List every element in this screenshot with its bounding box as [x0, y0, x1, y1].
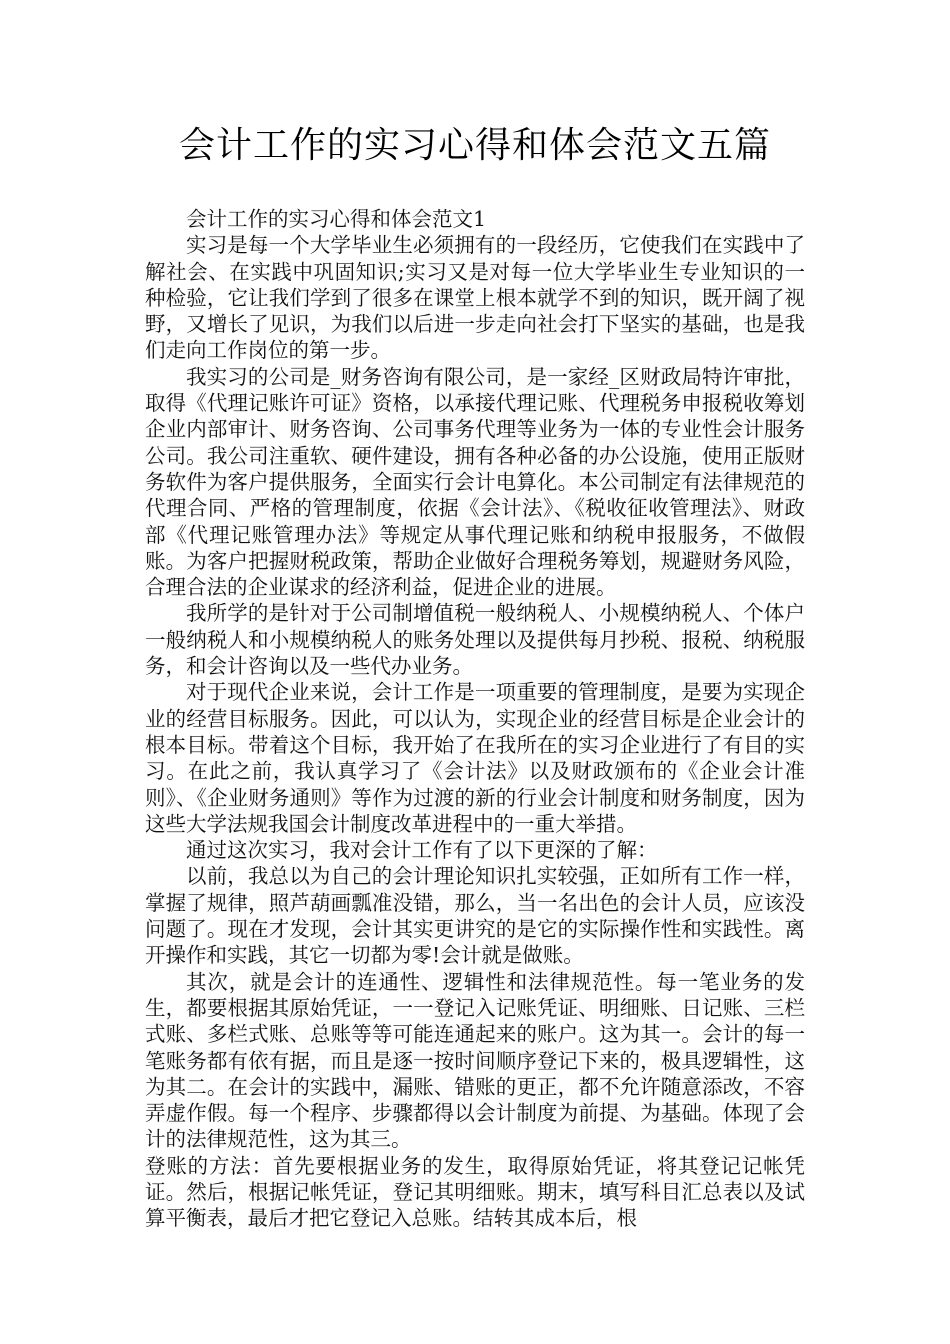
paragraph: 我实习的公司是_财务咨询有限公司，是一家经_区财政局特许审批，取得《代理记账许可证》资格，以承接代理记账、代理税务申报税收筹划企业内部审计、财务咨询、公司事务代理等业务为一体的专业性会计服务公司。我公司注重软、硬件建设，拥有各种必备的办公设施，使用正版财务软件为客户提供服务，全面实行会计电算化。本公司制定有法律规范的代理合同、严格的管理制度，依据《会计法》、《税收征收管理法》、财政部《代理记账管理办法》等规定从事代理记账和纳税申报服务，不做假账。为客户把握财税政策，帮助企业做好合理税务筹划，规避财务风险，合理合法的企业谋求的经济利益，促进企业的进展。	[145, 364, 805, 600]
section-heading: 会计工作的实习心得和体会范文1	[186, 207, 487, 231]
document-title: 会计工作的实习心得和体会范文五篇	[178, 125, 771, 166]
paragraph: 对于现代企业来说，会计工作是一项重要的管理制度，是要为实现企业的经营目标服务。因此，可以认为，实现企业的经营目标是企业会计的根本目标。带着这个目标，我开始了在我所在的实习企业进行了有目的实习。在此之前，我认真学习了《会计法》以及财政颁布的《企业会计准则》、《企业财务通则》等作为过渡的新的行业会计制度和财务制度，因为这些大学法规我国会计制度改革进程中的一重大举措。	[145, 680, 805, 836]
paragraph: 实习是每一个大学毕业生必须拥有的一段经历，它使我们在实践中了解社会、在实践中巩固知识;实习又是对每一位大学毕业生专业知识的一种检验，它让我们学到了很多在课堂上根本就学不到的知识，既开阔了视野，又增长了见识，为我们以后进一步走向社会打下坚实的基础，也是我们走向工作岗位的第一步。	[145, 233, 805, 363]
paragraph: 其次，就是会计的连通性、逻辑性和法律规范性。每一笔业务的发生，都要根据其原始凭证，一一登记入记账凭证、明细账、日记账、三栏式账、多栏式账、总账等等可能连通起来的账户。这为其一。会计的每一笔账务都有依有据，而且是逐一按时间顺序登记下来的，极具逻辑性，这为其二。在会计的实践中，漏账、错账的更正，都不允许随意添改，不容弄虚作假。每一个程序、步骤都得以会计制度为前提、为基础。体现了会计的法律规范性，这为其三。	[145, 969, 805, 1152]
paragraph: 我所学的是针对于公司制增值税一般纳税人、小规模纳税人、个体户一般纳税人和小规模纳税人的账务处理以及提供每月抄税、报税、纳税服务，和会计咨询以及一些代办业务。	[145, 601, 805, 679]
paragraph: 登账的方法：首先要根据业务的发生，取得原始凭证，将其登记记帐凭证。然后，根据记帐凭证，登记其明细账。期末，填写科目汇总表以及试算平衡表，最后才把它登记入总账。结转其成本后，根	[145, 1153, 805, 1231]
paragraph: 以前，我总以为自己的会计理论知识扎实较强，正如所有工作一样，掌握了规律，照芦葫画瓢准没错，那么，当一名出色的会计人员，应该没问题了。现在才发现，会计其实更讲究的是它的实际操作性和实践性。离开操作和实践，其它一切都为零!会计就是做账。	[145, 864, 805, 968]
document-page	[145, 118, 805, 1232]
paragraph: 通过这次实习，我对会计工作有了以下更深的了解：	[186, 838, 658, 863]
document-body	[145, 206, 805, 1232]
